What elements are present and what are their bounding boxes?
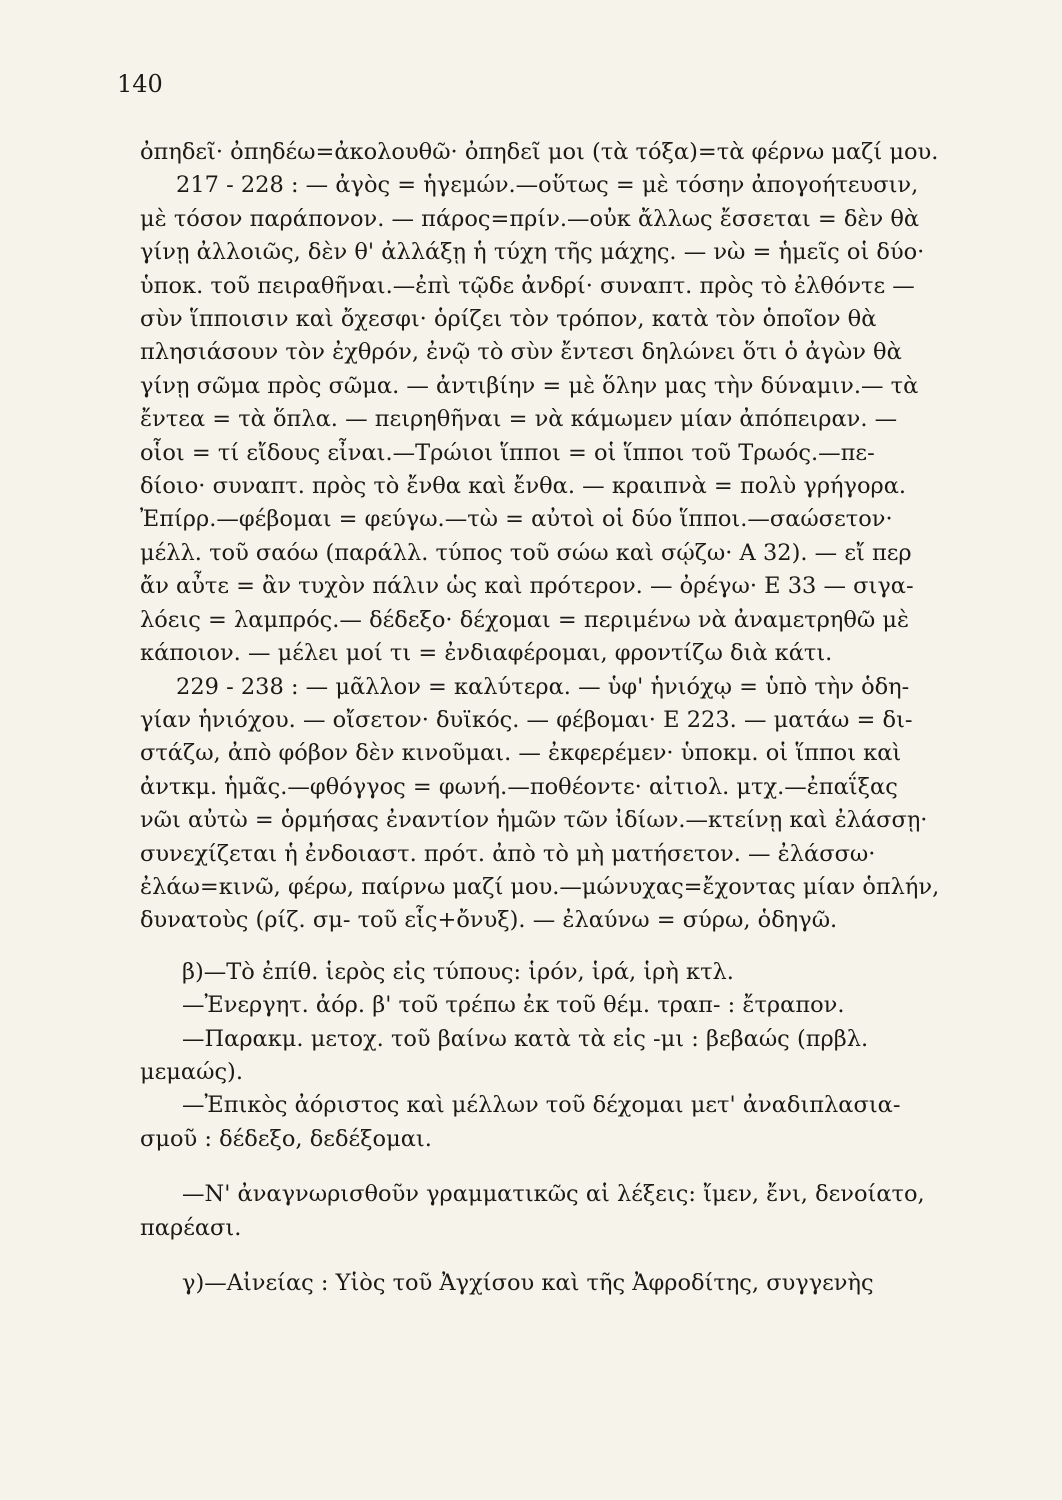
text-line: —Ν' ἀναγνωρισθοῦν γραμματικῶς αἱ λέξεις: ἴμεν, ἔνι, δενοίατο, xyxy=(182,1181,925,1208)
text-line: 217 - 228 : — ἀγὸς = ἡγεμών.—οὕτως = μὲ τόσην ἀπογοήτευσιν, xyxy=(176,172,919,199)
section-spacer xyxy=(140,1156,962,1178)
text-line: Ἐπίρρ.—φέβομαι = φεύγω.—τὼ = αὐτοὶ οἱ δύο ἵπποι.—σαώσετον· xyxy=(140,506,893,533)
text-line: σμοῦ : δέδεξο, δεδέξομαι. xyxy=(140,1125,432,1152)
text-line: ὑποκ. τοῦ πειραθῆναι.—ἐπὶ τῷδε ἀνδρί· συναπτ. πρὸς τὸ ἐλθόντε — xyxy=(140,272,915,299)
text-line: —Ἐνεργητ. ἀόρ. β' τοῦ τρέπω ἐκ τοῦ θέμ. τραπ- : ἔτραπον. xyxy=(182,992,845,1019)
text-line: γίαν ἡνιόχου. — οἴσετον· δυϊκός. — φέβομαι· Ε 223. — ματάω = δι- xyxy=(140,706,913,733)
text-line: στάζω, ἀπὸ φόβον δὲν κινοῦμαι. — ἐκφερέμεν· ὑποκμ. οἱ ἵπποι καὶ xyxy=(140,740,902,767)
text-line: β)—Τὸ ἐπίθ. ἱερὸς εἰς τύπους: ἱρόν, ἱρά, ἱρὴ κτλ. xyxy=(182,958,734,985)
section-spacer xyxy=(140,1245,962,1267)
text-line: —Παρακμ. μετοχ. τοῦ βαίνω κατὰ τὰ εἰς -μι : βεβαώς (πρβλ. xyxy=(182,1025,869,1052)
text-line: ἄν αὖτε = ἂν τυχὸν πάλιν ὡς καὶ πρότερον. — ὀρέγω· Ε 33 — σιγα- xyxy=(140,573,914,600)
text-line: παρέασι. xyxy=(140,1214,242,1241)
text-line: νῶι αὐτὼ = ὁρμήσας ἐναντίον ἡμῶν τῶν ἰδίων.—κτείνῃ καὶ ἐλάσσῃ· xyxy=(140,807,928,834)
section-spacer xyxy=(140,938,962,956)
text-line: συνεχίζεται ἡ ἐνδοιαστ. πρότ. ἀπὸ τὸ μὴ ματήσετον. — ἐλάσσω· xyxy=(140,840,876,867)
text-line: γίνῃ σῶμα πρὸς σῶμα. — ἀντιβίην = μὲ ὅλην μας τὴν δύναμιν.— τὰ xyxy=(140,372,919,399)
page-number: 140 xyxy=(117,70,163,98)
text-line: κάποιον. — μέλει μοί τι = ἐνδιαφέρομαι, φροντίζω διὰ κάτι. xyxy=(140,640,833,667)
text-line: πλησιάσουν τὸν ἐχθρόν, ἐνῷ τὸ σὺν ἔντεσι δηλώνει ὅτι ὁ ἀγὼν θὰ xyxy=(140,339,902,366)
text-line: γ)—Αἰνείας : Υἱὸς τοῦ Ἀγχίσου καὶ τῆς Ἀφροδίτης, συγγενὴς xyxy=(182,1270,874,1296)
text-line: σὺν ἵπποισιν καὶ ὄχεσφι· ὁρίζει τὸν τρόπον, κατὰ τὸν ὁποῖον θὰ xyxy=(140,306,877,333)
text-line: μέλλ. τοῦ σαόω (παράλλ. τύπος τοῦ σώω καὶ σῴζω· Α 32). — εἴ περ xyxy=(140,539,912,566)
text-line: 229 - 238 : — μᾶλλον = καλύτερα. — ὑφ' ἡνιόχῳ = ὑπὸ τὴν ὁδη- xyxy=(176,673,910,700)
text-line: ἔντεα = τὰ ὅπλα. — πειρηθῆναι = νὰ κάμωμεν μίαν ἀπόπειραν. — xyxy=(140,406,898,433)
text-line: οἷοι = τί εἴδους εἶναι.—Τρώιοι ἵπποι = οἱ ἵπποι τοῦ Τρωός.—πε- xyxy=(140,439,875,466)
text-line: ἐλάω=κινῶ, φέρω, παίρνω μαζί μου.—μώνυχας=ἔχοντας μίαν ὁπλήν, xyxy=(140,873,940,900)
text-line: μὲ τόσον παράπονον. — πάρος=πρίν.—οὐκ ἄλλως ἔσσεται = δὲν θὰ xyxy=(140,205,920,232)
text-line: λόεις = λαμπρός.— δέδεξο· δέχομαι = περιμένω νὰ ἀναμετρηθῶ μὲ xyxy=(140,606,910,633)
text-line: ὀπηδεῖ· ὀπηδέω=ἀκολουθῶ· ὀπηδεῖ μοι (τὰ τόξα)=τὰ φέρνω μαζί μου. xyxy=(140,139,939,165)
text-line: δυνατοὺς (ρίζ. σμ- τοῦ εἷς+ὄνυξ). — ἐλαύνω = σύρω, ὁδηγῶ. xyxy=(140,907,838,934)
text-line: γίνῃ ἀλλοιῶς, δὲν θ' ἀλλάξῃ ἡ τύχη τῆς μάχης. — νὼ = ἡμεῖς οἱ δύο· xyxy=(140,239,925,266)
commentary-text xyxy=(140,136,962,1300)
text-line: δίοιο· συναπτ. πρὸς τὸ ἔνθα καὶ ἔνθα. — κραιπνὰ = πολὺ γρήγορα. xyxy=(140,473,907,500)
text-line: ἀντκμ. ἡμᾶς.—φθόγγος = φωνή.—ποθέοντε· αἰτιολ. μτχ.—ἐπαΐξας xyxy=(140,773,898,800)
text-line: μεμαώς). xyxy=(140,1058,243,1085)
text-line: —Ἐπικὸς ἀόριστος καὶ μέλλων τοῦ δέχομαι μετ' ἀναδιπλασια- xyxy=(182,1092,901,1119)
